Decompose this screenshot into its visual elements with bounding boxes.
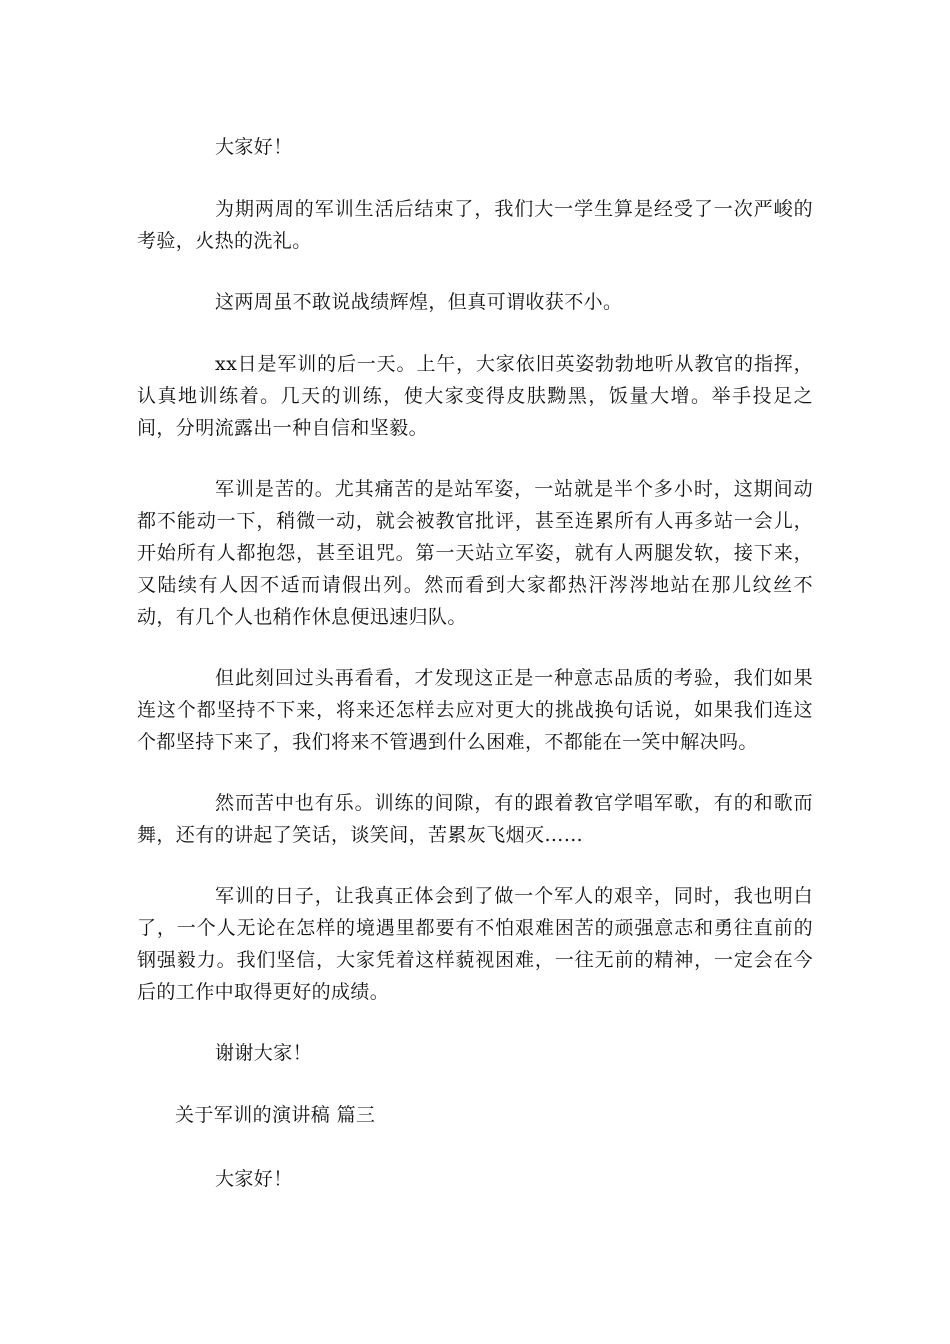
paragraph: xx日是军训的后一天。上午，大家依旧英姿勃勃地听从教官的指挥，认真地训练着。几天的训练，使大家变得皮肤黝黑，饭量大增。举手投足之间，分明流露出一种自信和坚毅。 (137, 353, 813, 439)
greeting: 大家好！ (215, 136, 293, 158)
paragraph: 但此刻回过头再看看，才发现这正是一种意志品质的考验，我们如果连这个都坚持不下来，将来还怎样去应对更大的挑战换句话说，如果我们连这个都坚持下来了，我们将来不管遇到什么困难，不都能在一笑中解决吗。 (137, 667, 813, 753)
paragraph: 军训的日子，让我真正体会到了做一个军人的艰辛，同时，我也明白了，一个人无论在怎样的境遇里都要有不怕艰难困苦的顽强意志和勇往直前的钢强毅力。我们坚信，大家凭着这样藐视困难，一往无前的精神，一定会在今后的工作中取得更好的成绩。 (137, 885, 813, 1003)
section-heading: 关于军训的演讲稿 篇三 (175, 1104, 376, 1126)
paragraph: 为期两周的军训生活后结束了，我们大一学生算是经受了一次严峻的考验，火热的洗礼。 (137, 198, 813, 252)
greeting: 大家好！ (215, 1168, 293, 1190)
document-body (137, 131, 813, 1225)
closing-line: 谢谢大家！ (215, 1042, 313, 1064)
paragraph: 军训是苦的。尤其痛苦的是站军姿，一站就是半个多小时，这期间动都不能动一下，稍微一动，就会被教官批评，甚至连累所有人再多站一会儿，开始所有人都抱怨，甚至诅咒。第一天站立军姿，就有人两腿发软，接下来，又陆续有人因不适而请假出列。然而看到大家都热汗涔涔地站在那儿纹丝不动，有几个人也稍作休息便迅速归队。 (137, 478, 813, 628)
paragraph: 然而苦中也有乐。训练的间隙，有的跟着教官学唱军歌，有的和歌而舞，还有的讲起了笑话，谈笑间，苦累灰飞烟灭…… (137, 792, 813, 846)
paragraph: 这两周虽不敢说战绩辉煌，但真可谓收获不小。 (215, 291, 623, 313)
